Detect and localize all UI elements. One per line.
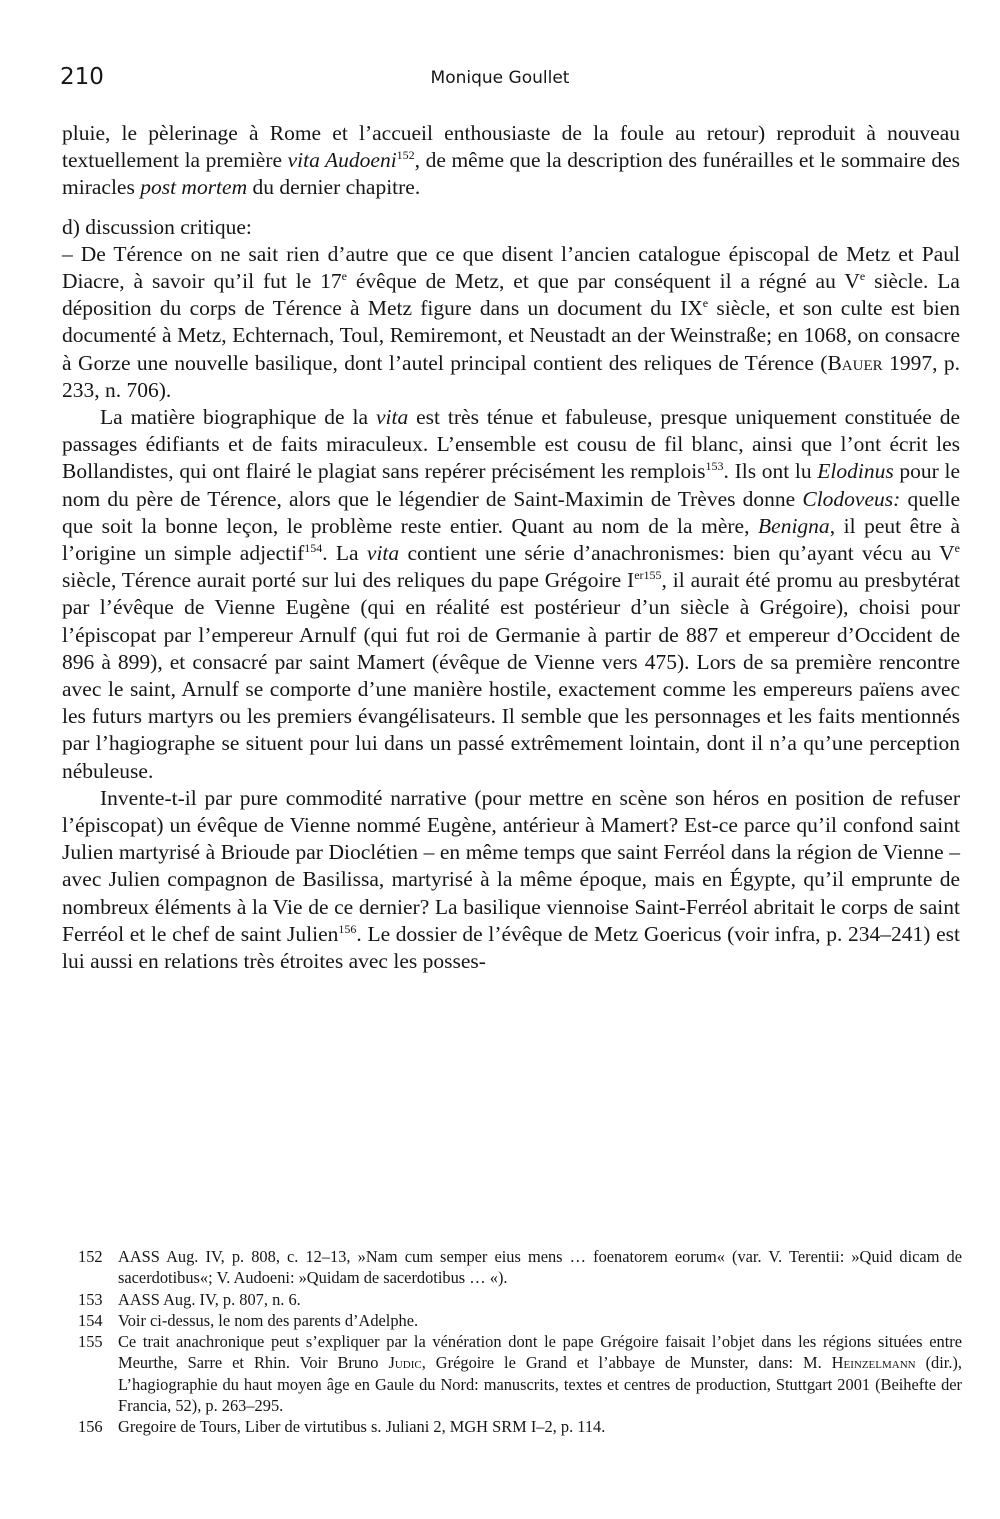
text: est très ténue et fabuleuse, presque uniquement constituée de passages édifiants et de faits miraculeux. L’ensemble est cousu de fil blanc, ainsi que l’ont écrit les Bollandistes, qui ont flairé le plagiat sans repérer précisément les remplois [62, 405, 960, 484]
footnote-text [118, 1331, 962, 1416]
section-heading: d) discussion critique: [62, 214, 252, 239]
italic-text: post mortem [140, 175, 248, 200]
text: , Grégoire le Grand et l’abbaye de Munster, dans: M. [421, 1353, 832, 1373]
superscript: e [859, 269, 866, 284]
text: , il aurait été promu au presbytérat par l’évêque de Vienne Eugène (qui en réalité est postérieur d’un siècle à Grégoire), choisi pour l’épiscopat par l’empereur Arnulf (qui fut roi de Germanie à partir de 887 et empereur d’Occident de 896 à 899), et consacré par saint Mamert (évêque de Vienne vers 475). Lors de sa première rencontre avec le saint, Arnulf se comporte d’une manière hostile, exactement comme les empereurs païens avec les futurs martyrs ou les premiers évangélisateurs. Il semble que les personnages et les faits mentionnés par l’hagiographe se situent pour lui dans un passé extrêmement lointain, dont il n’a qu’une perception nébuleuse. [62, 568, 960, 783]
footnote-ref: 156 [338, 921, 357, 936]
text: pour le nom du père de Térence, alors que le légendier de Saint-Maximin de Trèves donne [62, 459, 961, 511]
text: siècle, et son culte est bien documenté à Metz, Echternach, Toul, Remiremont, et Neustadt an der Weinstraße; en 1068, on consacre à Gorze une nouvelle basilique, dont l’autel principal contient des reliques de Térence ( [62, 296, 961, 375]
footnote-number: 153 [78, 1289, 103, 1309]
text: , de même que la description des funérailles et le sommaire des miracles [62, 148, 960, 200]
footnote-ref: 153 [705, 459, 724, 474]
footnote-text: Gregoire de Tours, Liber de virtutibus s. Juliani 2, MGH SRM I–2, p. 114. [118, 1417, 606, 1437]
author-name: Judic [388, 1353, 422, 1373]
text: (dir.), L’hagiographie du haut moyen âge en Gaule du Nord: manuscrits, textes et centres de production, Stuttgart 2001 (Beihefte der Francia, 52), p. 263–295. [118, 1353, 962, 1416]
superscript: e [341, 269, 347, 284]
text: La matière biographique de la [100, 405, 376, 430]
footnote-number: 155 [78, 1332, 103, 1352]
footnote-text: AASS Aug. IV, p. 808, c. 12–13, »Nam cum semper eius mens … foenatorem eorum« (var. V. Terentii: »Quid dicam de sacerdotibus«; V. Audoeni: »Quidam de sacerdotibus … «). [118, 1247, 962, 1288]
italic-text: vita Audoeni [287, 148, 397, 173]
footnote-154 [78, 1310, 962, 1331]
paragraph-4 [62, 785, 960, 975]
text: siècle, Térence aurait porté sur lui des reliques du pape Grégoire I [62, 568, 635, 593]
italic-text: vita [375, 405, 409, 430]
page-number: 210 [60, 64, 104, 90]
italic-text: vita [366, 541, 400, 566]
text: , il peut être à l’origine un simple adjectif [62, 513, 960, 566]
text: Invente-t-il par pure commodité narrative (pour mettre en scène son héros en position de refuser l’épiscopat) un évêque de Vienne nommé Eugène, antérieur à Mamert? Est-ce parce qu’il confond saint Julien martyrisé à Brioude par Dioclétien – en même temps que saint Ferréol dans la région de Vienne – avec Julien compagnon de Basilissa, martyrisé à la même époque, mais en Égypte, qu’il emprunte de nombreux éléments à la Vie de ce dernier? La basilique viennoise Saint-Ferréol abritait le corps de saint Ferréol et le chef de saint Julien [62, 785, 960, 946]
footnote-text: AASS Aug. IV, p. 807, n. 6. [118, 1289, 301, 1309]
footnote-156 [78, 1416, 962, 1437]
main-text [62, 120, 960, 975]
superscript: e [702, 296, 709, 311]
paragraph-3 [62, 404, 960, 785]
text: quelle que soit la bonne leçon, le problème reste entier. Quant au nom de la mère, [62, 486, 960, 538]
author-name: Bauer [827, 350, 883, 375]
paragraph-2 [62, 241, 960, 404]
text: Ce trait anachronique peut s’expliquer par la vénération dont le pape Grégoire faisait l’objet dans les régions situées entre Meurthe, Sarre et Rhin. Voir Bruno [118, 1332, 962, 1373]
footnote-153 [78, 1289, 962, 1310]
text: pluie, le pèlerinage à Rome et l’accueil enthousiaste de la foule au retour) reproduit à nouveau textuellement la première [62, 121, 960, 173]
author-name: Heinzelmann [831, 1353, 916, 1373]
footnote-152 [78, 1246, 962, 1289]
footnote-ref: er155 [634, 568, 662, 583]
footnotes [78, 1246, 962, 1438]
text: 1997, p. 233, n. 706). [62, 350, 961, 402]
footnote-ref: 152 [396, 148, 415, 163]
italic-text: Elodinus [817, 459, 894, 484]
text: . Le dossier de l’évêque de Metz Goericus (voir infra, p. 234–241) est lui aussi en relations très étroites avec les posses- [62, 921, 960, 974]
text: . Ils ont lu [723, 459, 818, 484]
footnote-number: 156 [78, 1417, 103, 1437]
text: siècle. La déposition du corps de Térence à Metz figure dans un document du IX [62, 269, 960, 321]
text: – De Térence on ne sait rien d’autre que ce que disent l’ancien catalogue épiscopal de Metz et Paul Diacre, à savoir qu’il fut le 17 [62, 241, 960, 294]
footnote-text: Voir ci-dessus, le nom des parents d’Adelphe. [118, 1310, 419, 1330]
footnote-155 [78, 1331, 962, 1416]
text: . La [322, 541, 367, 566]
text: du dernier chapitre. [247, 175, 421, 200]
footnote-number: 154 [78, 1310, 103, 1330]
footnote-number: 152 [78, 1247, 103, 1266]
italic-text: Clodoveus: [802, 486, 901, 511]
superscript: e [954, 541, 960, 556]
running-head: Monique Goullet [430, 68, 570, 88]
text: évêque de Metz, et que par conséquent il a régné au V [346, 269, 860, 294]
paragraph-1 [62, 120, 960, 202]
italic-text: Benigna [758, 513, 830, 538]
footnote-ref: 154 [304, 541, 323, 556]
text: contient une série d’anachronismes: bien qu’ayant vécu au V [399, 541, 955, 566]
